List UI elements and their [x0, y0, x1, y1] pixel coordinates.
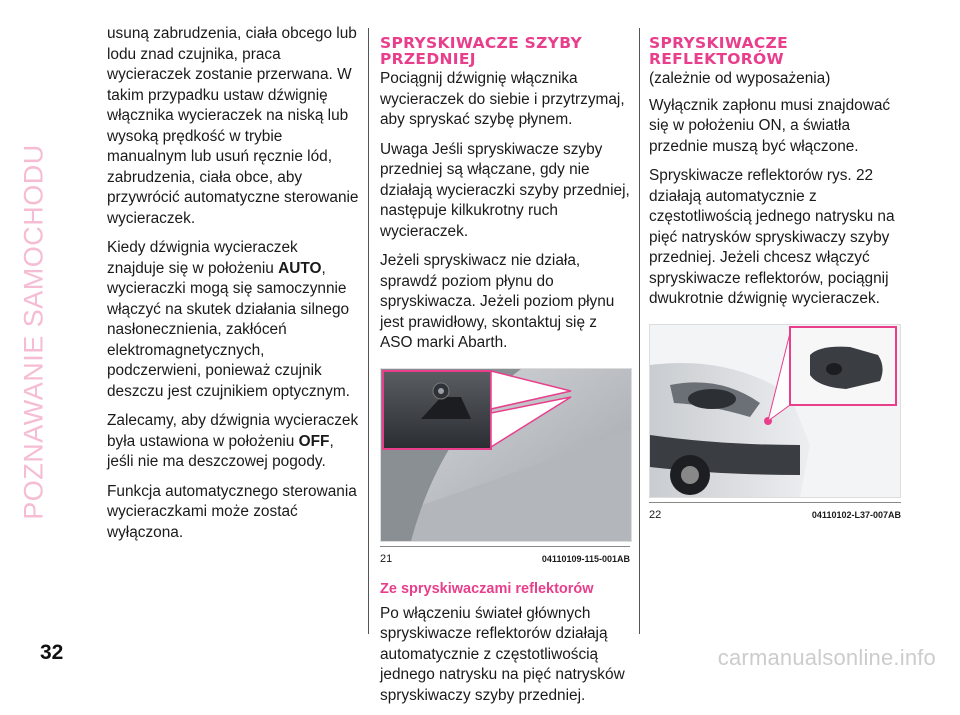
heading-line: SPRYSKIWACZE — [649, 34, 788, 52]
heading-line: SPRYSKIWACZE SZYBY — [380, 34, 582, 52]
subheading-headlamp-washers: Ze spryskiwaczami reflektorów — [380, 581, 594, 597]
paragraph: Uwaga Jeśli spryskiwacze szyby przedniej są włączane, gdy nie działają wycieraczki szyby przedniej, następuje kilkukrotny ruch wycieraczek. — [380, 140, 630, 240]
auto-label: AUTO — [278, 259, 322, 277]
heading-line: REFLEKTORÓW — [649, 49, 784, 68]
paragraph — [107, 238, 359, 402]
column-1 — [107, 24, 359, 552]
figure-code: 04110109-115-001AB — [541, 553, 630, 564]
washer-nozzle-illustration — [381, 369, 631, 541]
figure-22-caption — [649, 502, 901, 526]
paragraph: Wyłącznik zapłonu musi znajdować się w położeniu ON, a światła przednie muszą być włączone. — [649, 96, 891, 155]
figure-number: 22 — [649, 508, 662, 521]
paragraph: Pociągnij dźwignię włącznika wycieraczek do siebie i przytrzymaj, aby spryskać szybę płynem. — [380, 70, 625, 128]
column-3 — [649, 30, 901, 525]
text: Zalecamy, aby dźwignia wycieraczek była ustawiona w położeniu — [107, 412, 359, 450]
figure-21-caption — [380, 546, 630, 570]
text: Kiedy dźwignia wycieraczek znajduje się w położeniu — [107, 239, 298, 277]
paragraph: Po włączeniu świateł głównych spryskiwacze reflektorów działają automatycznie z częstotliwością jednego natrysku na pięć natrysków spryskiwaczy szyby przedniej. — [380, 604, 625, 704]
column-divider — [639, 28, 640, 634]
figure-21 — [380, 368, 632, 542]
column-2 — [380, 30, 630, 715]
note: (zależnie od wyposażenia) — [649, 70, 831, 87]
paragraph — [107, 411, 359, 473]
page-number: 32 — [40, 641, 64, 664]
watermark: carmanualsonline.info — [717, 645, 936, 670]
text: , jeśli nie ma deszczowej pogody. — [107, 432, 334, 470]
column-divider — [368, 28, 369, 634]
paragraph: Jeżeli spryskiwacz nie działa, sprawdź poziom płynu do spryskiwacza. Jeżeli poziom płynu jest prawidłowy, skontaktuj się z ASO marki Abarth. — [380, 252, 615, 351]
heading-line: PRZEDNIEJ — [380, 49, 476, 68]
figure-code: 04110102-L37-007AB — [811, 509, 901, 520]
car-front-illustration — [650, 325, 900, 497]
text: , wycieraczki mogą się samoczynnie włączyć na skutek działania silnego nasłonecznienia, zakłóceń elektromagnetycznych, podczerwieni, ponieważ czujnik deszczu jest czujnikiem optycznym. — [107, 259, 350, 400]
paragraph: usuną zabrudzenia, ciała obcego lub lodu znad czujnika, praca wycieraczek zostanie przerwana. W takim przypadku ustaw dźwignię włącznika wycieraczek na niską lub wysoką prędkość w trybie manualnym lub usuń ręcznie lód, zabrudzenia, ciała obce, aby przywrócić automatyczne sterowanie wycieraczek. — [107, 25, 359, 227]
figure-number: 21 — [380, 552, 393, 565]
heading-headlamp-washers — [649, 36, 901, 67]
heading-windshield-washers — [380, 36, 630, 67]
figure-22 — [649, 324, 901, 498]
section-title: POZNAWANIE SAMOCHODU — [18, 144, 49, 520]
paragraph: Spryskiwacze reflektorów rys. 22 działają automatycznie z częstotliwością jednego natrysku na pięć natrysków spryskiwaczy szyby przedniej. Jeżeli chcesz włączyć spryskiwacze reflektorów, pociągnij dwukrotnie dźwignię wycieraczek. — [649, 167, 895, 307]
off-label: OFF — [298, 432, 330, 450]
paragraph: Funkcja automatycznego sterowania wycieraczkami może zostać wyłączona. — [107, 482, 357, 541]
